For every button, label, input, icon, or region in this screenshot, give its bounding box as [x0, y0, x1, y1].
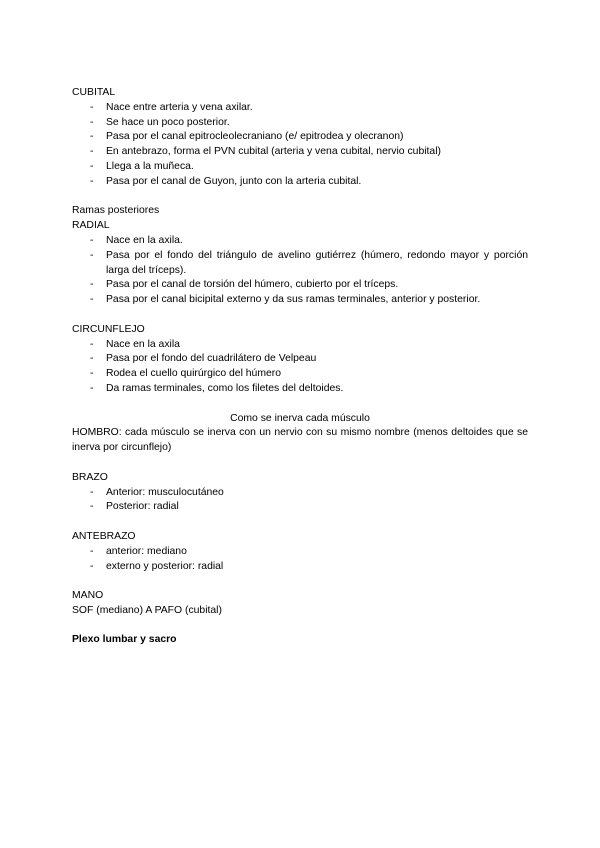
list-item: - Nace en la axila — [72, 338, 528, 353]
section-title-cubital: CUBITAL — [72, 87, 116, 98]
list-item: - Nace entre arteria y vena axilar. — [72, 101, 528, 116]
list-item: - Anterior: musculocutáneo — [72, 486, 528, 501]
section-title-mano: MANO — [72, 590, 104, 602]
list-item: - Posterior: radial — [72, 500, 528, 515]
radial-list — [72, 234, 528, 308]
list-item: - Pasa por el canal de Guyon, junto con la arteria cubital. — [72, 175, 528, 190]
brazo-list — [72, 486, 528, 516]
section-title-inervacion: Como se inerva cada músculo — [230, 412, 370, 424]
list-item: - En antebrazo, forma el PVN cubital (arteria y vena cubital, nervio cubital) — [72, 145, 528, 160]
antebrazo-list — [72, 545, 528, 575]
mano-paragraph: SOF (mediano) A PAFO (cubital) — [72, 604, 222, 616]
list-item: - externo y posterior: radial — [72, 560, 528, 575]
section-title-plexo: Plexo lumbar y sacro — [72, 634, 177, 646]
list-item: - Pasa por el fondo del triángulo de avelino gutiérrez (húmero, redondo mayor y porción larga del tríceps). — [72, 249, 528, 279]
section-title-radial: RADIAL — [72, 220, 110, 232]
section-title-ramas-posteriores: Ramas posteriores — [72, 205, 160, 217]
list-item: - Pasa por el canal bicipital externo y da sus ramas terminales, anterior y posterior. — [72, 293, 528, 308]
section-title-brazo: BRAZO — [72, 471, 108, 483]
cubital-list — [72, 101, 528, 190]
list-item: - Llega a la muñeca. — [72, 160, 528, 175]
document-page — [72, 86, 528, 648]
list-item: - Pasa por el fondo del cuadrilátero de Velpeau — [72, 352, 528, 367]
section-title-circunflejo: CIRCUNFLEJO — [72, 323, 145, 335]
circunflejo-list — [72, 338, 528, 397]
section-title-antebrazo: ANTEBRAZO — [72, 530, 136, 542]
list-item: - Pasa por el canal de torsión del húmero, cubierto por el tríceps. — [72, 278, 528, 293]
list-item: - Da ramas terminales, como los filetes del deltoides. — [72, 382, 528, 397]
list-item: - Pasa por el canal epitrocleolecraniano (e/ epitrodea y olecranon) — [72, 130, 528, 145]
list-item: - Rodea el cuello quirúrgico del húmero — [72, 367, 528, 382]
list-item: - Nace en la axila. — [72, 234, 528, 249]
list-item: - anterior: mediano — [72, 545, 528, 560]
hombro-paragraph: HOMBRO: cada músculo se inerva con un nervio con su mismo nombre (menos deltoides que se inerva por circunflejo) — [72, 427, 528, 454]
list-item: - Se hace un poco posterior. — [72, 116, 528, 131]
